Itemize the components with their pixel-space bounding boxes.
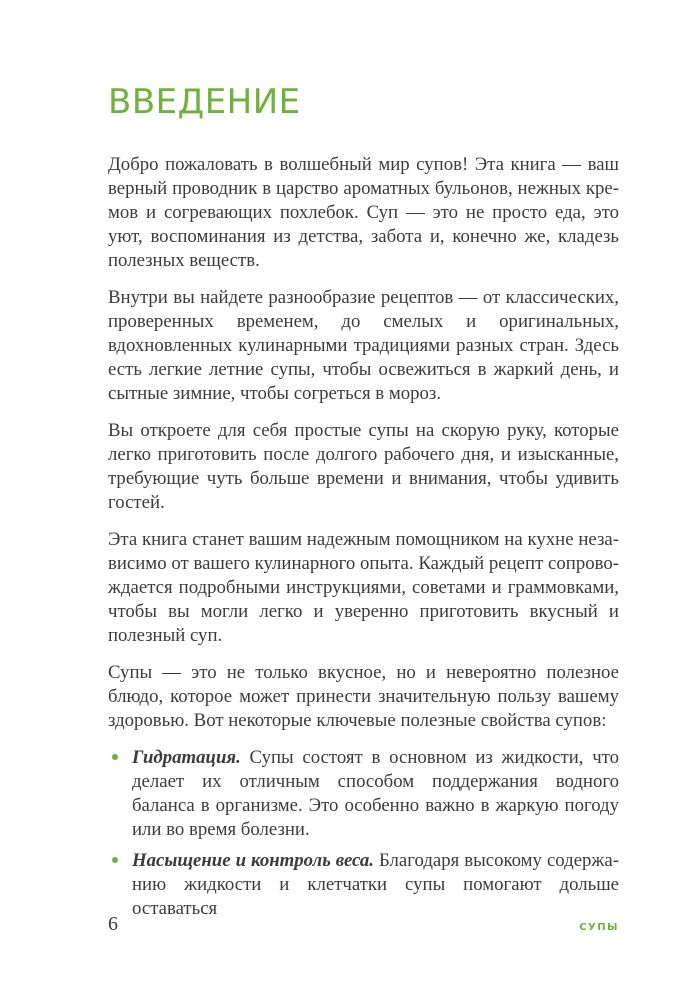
intro-paragraph-5: Супы — это не только вкусное, но и невероятно полезное блюдо, которое может принести значительную пользу вашему здоровью. Вот некоторые ключевые полезные свойства супов: bbox=[108, 662, 619, 731]
intro-paragraph-3: Вы откроете для себя простые супы на скорую руку, которые легко приготовить после долгого рабочего дня, и изысканные, требующие чуть больше времени и внимания, чтобы удивить гостей. bbox=[108, 420, 619, 513]
benefits-list bbox=[108, 746, 619, 921]
intro-paragraph-2: Внутри вы найдете разнообразие рецептов — от классических, проверенных временем, до смелых и оригинальных, вдохновленных кулинарными традициями разных стран. Здесь есть легкие летние супы, чтобы освежиться в жаркий день, и сытные зимние, чтобы согреться в мороз. bbox=[108, 287, 619, 404]
bullet-dot-icon bbox=[112, 857, 118, 863]
page-number: 6 bbox=[108, 913, 118, 935]
list-item bbox=[108, 849, 619, 921]
intro-paragraph-1: Добро пожаловать в волшебный мир супов! Эта книга — ваш верный проводник в царство ароматных бульонов, нежных кремов и согревающих похлебок. Суп — это не просто еда, это уют, воспоминания из детства, забота и, конечно же, кладезь полезных веществ. bbox=[108, 154, 619, 271]
list-item-lead: Гидратация. bbox=[132, 747, 241, 768]
running-title: СУПЫ bbox=[579, 922, 619, 933]
list-item bbox=[108, 746, 619, 842]
list-item-text: Благодаря высокому содержанию жидкости и клетчатки супы помогают дольше оставаться bbox=[132, 850, 619, 919]
chapter-title: ВВЕДЕНИЕ bbox=[108, 82, 301, 122]
list-item-lead: Насыщение и контроль веса. bbox=[132, 850, 374, 871]
page-footer bbox=[108, 913, 619, 936]
bullet-dot-icon bbox=[112, 754, 118, 760]
list-item-text: Супы состоят в основном из жидкости, что делает их отличным способом поддержания водного баланса в организме. Это особенно важно в жаркую погоду или во время болезни. bbox=[132, 747, 619, 840]
intro-paragraph-4: Эта книга станет вашим надежным помощником на кухне независимо от вашего кулинарного опыта. Каждый рецепт сопровождается подробными инструкциями, советами и граммовками, чтобы вы могли легко и уверенно приготовить вкусный и полезный суп. bbox=[108, 529, 619, 646]
page-content bbox=[108, 0, 619, 928]
